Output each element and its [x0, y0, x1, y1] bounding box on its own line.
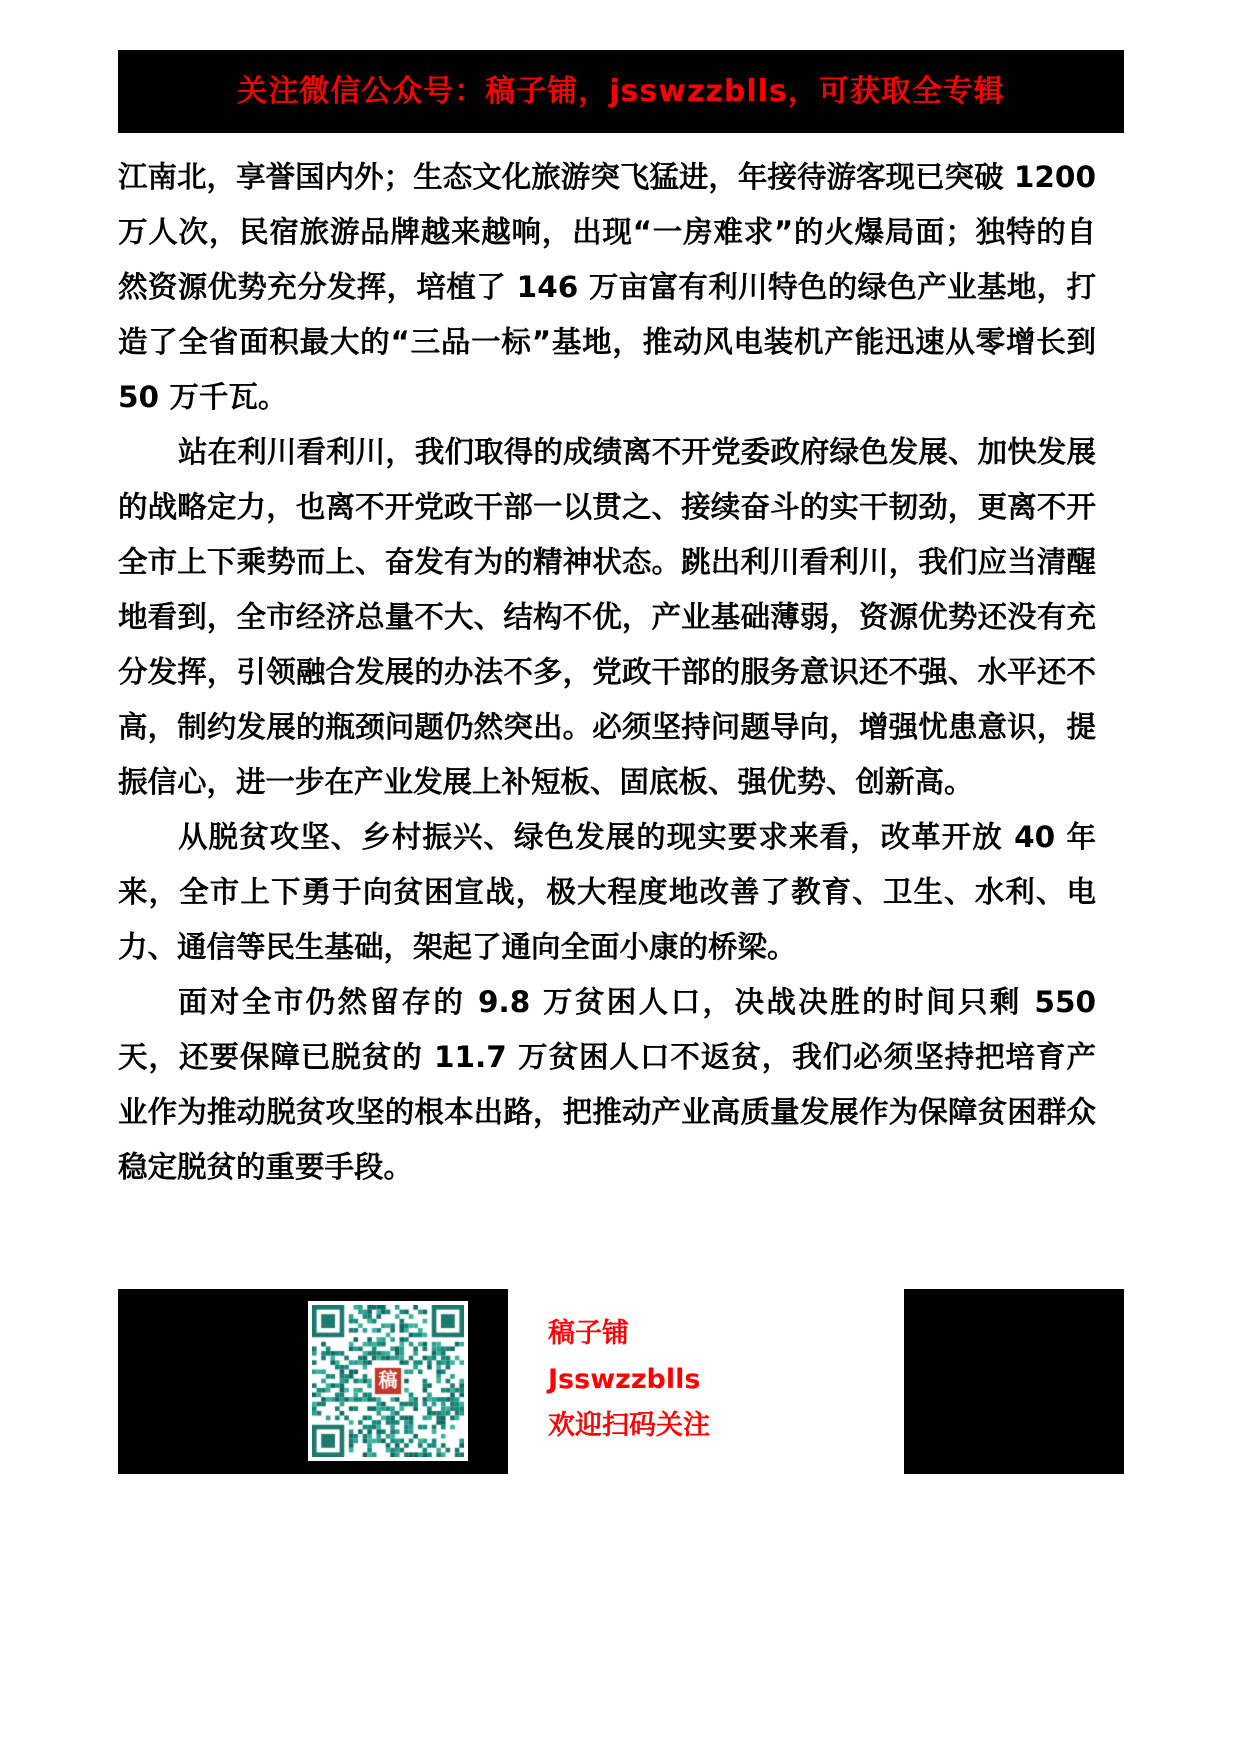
qr-code-canvas	[312, 1305, 464, 1457]
promo-banner-text: 关注微信公众号：稿子铺，jsswzzblls，可获取全专辑	[237, 73, 1005, 109]
footer-line-account: 稿子铺	[548, 1318, 629, 1349]
footer-line-handle: Jsswzzblls	[548, 1364, 701, 1395]
paragraph: 江南北，享誉国内外；生态文化旅游突飞猛进，年接待游客现已突破 1200 万人次，民宿旅游品牌越来越响，出现“一房难求”的火爆局面；独特的自然资源优势充分发挥，培植了 146 万亩富有利川特色的绿色产业基地，打造了全省面积最大的“三品一标”基地，推动风电装机产能迅速从零增长到 50 万千瓦。	[118, 160, 1096, 414]
footer-contact-card	[508, 1289, 904, 1474]
paragraph: 面对全市仍然留存的 9.8 万贫困人口，决战决胜的时间只剩 550 天，还要保障已脱贫的 11.7 万贫困人口不返贫，我们必须坚持把培育产业作为推动脱贫攻坚的根本出路，把推动产业高质量发展作为保障贫困群众稳定脱贫的重要手段。	[118, 985, 1096, 1184]
paragraph: 站在利川看利川，我们取得的成绩离不开党委政府绿色发展、加快发展的战略定力，也离不开党政干部一以贯之、接续奋斗的实干韧劲，更离不开全市上下乘势而上、奋发有为的精神状态。跳出利川看利川，我们应当清醒地看到，全市经济总量不大、结构不优，产业基础薄弱，资源优势还没有充分发挥，引领融合发展的办法不多，党政干部的服务意识还不强、水平还不高，制约发展的瓶颈问题仍然突出。必须坚持问题导向，增强忧患意识，提振信心，进一步在产业发展上补短板、固底板、强优势、创新高。	[118, 435, 1096, 799]
paragraph: 从脱贫攻坚、乡村振兴、绿色发展的现实要求来看，改革开放 40 年来，全市上下勇于向贫困宣战，极大程度地改善了教育、卫生、水利、电力、通信等民生基础，架起了通向全面小康的桥梁。	[118, 820, 1096, 964]
footer-band	[118, 1289, 1124, 1474]
footer-line-cta: 欢迎扫码关注	[548, 1410, 710, 1441]
document-body	[118, 138, 1124, 1289]
footer-contact-lines	[548, 1311, 710, 1449]
qr-code	[308, 1301, 468, 1461]
promo-banner	[118, 50, 1124, 133]
